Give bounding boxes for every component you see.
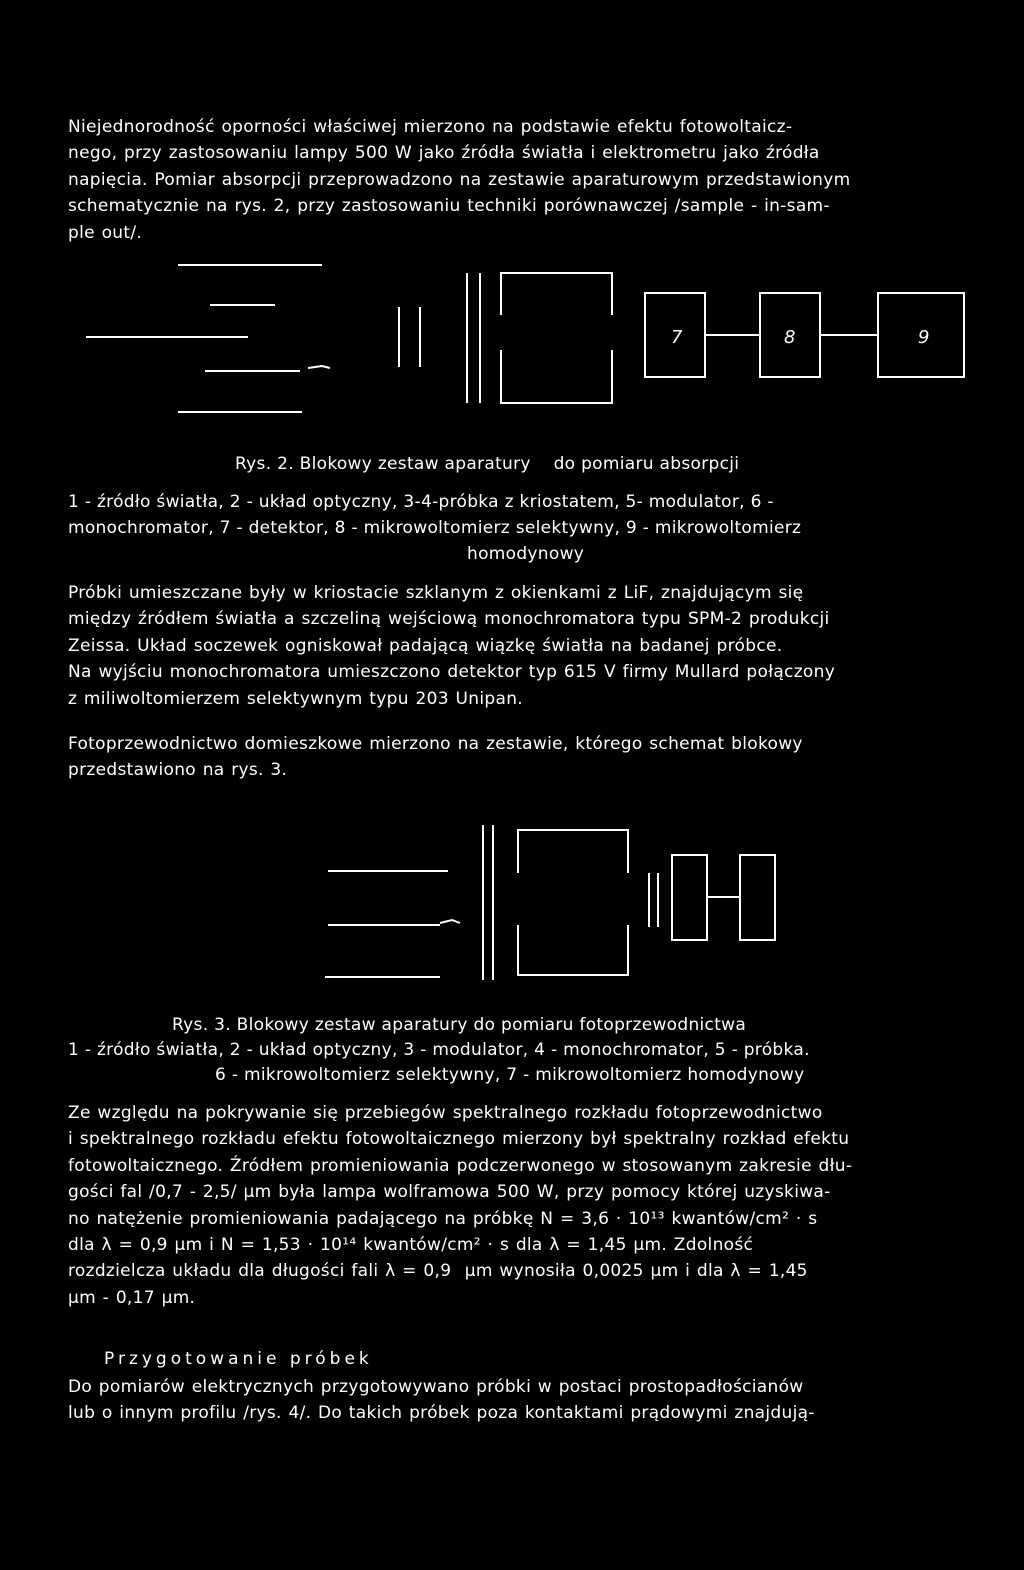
- block-7-label: 7: [671, 327, 683, 348]
- figure-2-legend-line-3: homodynowy: [467, 544, 585, 564]
- figure-2-caption: Rys. 2. Blokowy zestaw aparatury do pomiaru absorpcji: [235, 454, 740, 474]
- preparation-paragraph: Do pomiarów elektrycznych przygotowywano próbki w postaci prostopadłościanów lub o innym profilu /rys. 4/. Do takich próbek poza kontaktami prądowymi znajdują-: [68, 1377, 815, 1424]
- intro-paragraph: Niejednorodność oporności właściwej mierzono na podstawie efektu fotowoltaicz- nego, przy zastosowaniu lampy 500 W jako źródła światła i elektrometru jako źródła napięcia. Pomiar absorpcji przeprowadzono na zestawie aparaturowym przedstawionym schematycznie na rys. 2, przy zastosowaniu techniki porównawczej /sample - in-sam- ple out/.: [68, 117, 851, 243]
- figure-3-block-diagram: [0, 815, 1024, 995]
- figure-2-legend-line-2: monochromator, 7 - detektor, 8 - mikrowoltomierz selektywny, 9 - mikrowoltomierz: [68, 518, 802, 538]
- figure-3-caption: Rys. 3. Blokowy zestaw aparatury do pomiaru fotoprzewodnictwa: [172, 1015, 747, 1035]
- section-heading: Przygotowanie próbek: [104, 1349, 373, 1369]
- figure-3-legend-line-2: 6 - mikrowoltomierz selektywny, 7 - mikrowoltomierz homodynowy: [215, 1065, 805, 1085]
- figure-3-legend-line-1: 1 - źródło światła, 2 - układ optyczny, 3 - modulator, 4 - monochromator, 5 - próbka.: [68, 1040, 810, 1060]
- block-8-label: 8: [784, 327, 796, 348]
- figure-2-block-diagram: [0, 255, 1024, 420]
- photoconductivity-paragraph: Fotoprzewodnictwo domieszkowe mierzono na zestawie, którego schemat blokowy przedstawiono na rys. 3.: [68, 734, 803, 781]
- samples-paragraph: Próbki umieszczane były w kriostacie szklanym z okienkami z LiF, znajdującym się między źródłem światła a szczeliną wejściową monochromatora typu SPM-2 produkcji Zeissa. Układ soczewek ogniskował padającą wiązkę światła na badanej próbce. Na wyjściu monochromatora umieszczono detektor typ 615 V firmy Mullard połączony z miliwoltomierzem selektywnym typu 203 Unipan.: [68, 583, 836, 709]
- figure-2-legend-line-1: 1 - źródło światła, 2 - układ optyczny, 3-4-próbka z kriostatem, 5- modulator, 6 -: [68, 492, 774, 512]
- spectral-paragraph: Ze względu na pokrywanie się przebiegów spektralnego rozkładu fotoprzewodnictwo i spektralnego rozkładu efektu fotowoltaicznego mierzony był spektralny rozkład efektu fotowoltaicznego. Źródłem promieniowania podczerwonego w stosowanym zakresie dłu- gości fal /0,7 - 2,5/ μm była lampa wolframowa 500 W, przy pomocy której uzyskiwa- no natężenie promieniowania padającego na próbkę N = 3,6 · 10¹³ kwantów/cm² · s dla λ = 0,9 μm i N = 1,53 · 10¹⁴ kwantów/cm² · s dla λ = 1,45 μm. Zdolność rozdzielcza układu dla długości fali λ = 0,9 μm wynosiła 0,0025 μm i dla λ = 1,45 μm - 0,17 μm.: [68, 1103, 853, 1308]
- block-9-label: 9: [918, 327, 930, 348]
